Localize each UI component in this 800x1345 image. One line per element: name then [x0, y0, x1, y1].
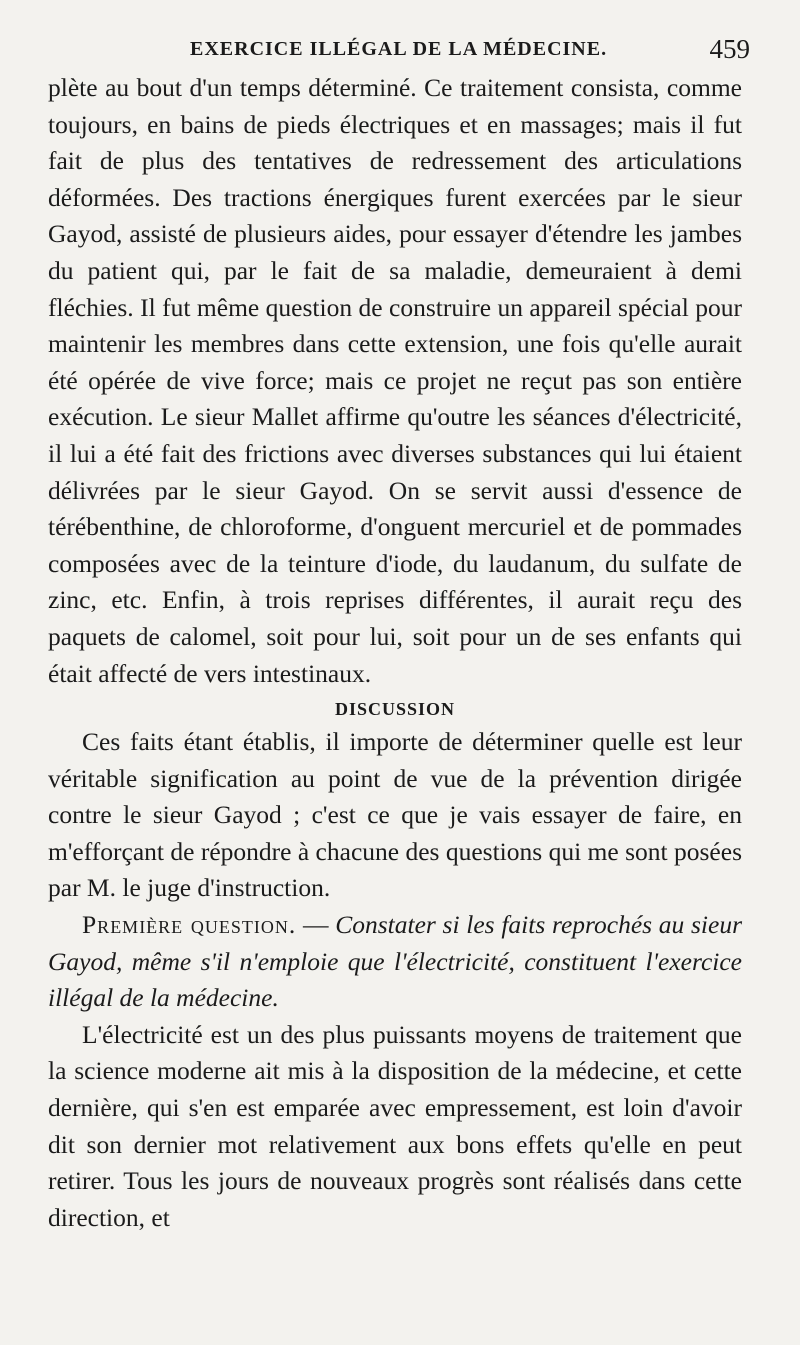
page-number: 459 — [709, 34, 750, 64]
question-text: Constater si les faits reprochés au sieur Gayod, même s'il n'emploie que l'électricité, constituent l'exercice illégal de la médecine. — [48, 910, 743, 1013]
question-paragraph — [48, 907, 742, 1017]
running-head: EXERCICE ILLÉGAL DE LA MÉDECINE. — [190, 38, 608, 60]
paragraph-1: plète au bout d'un temps déterminé. Ce traitement consista, comme toujours, en bains de pieds électriques et en massages; mais il fut fait de plus des tentatives de redressement des articulations déformées. Des tractions énergiques furent exercées par le sieur Gayod, assisté de plusieurs aides, pour essayer d'étendre les jambes du patient qui, par le fait de sa maladie, demeuraient à demi fléchies. Il fut même question de construire un appareil spécial pour maintenir les membres dans cette extension, une fois qu'elle aurait été opérée de vive force; mais ce projet ne reçut pas son entière exécution. Le sieur Mallet affirme qu'outre les séances d'électricité, il lui a été fait des frictions avec diverses substances qui lui étaient délivrées par le sieur Gayod. On se servit aussi d'essence de térébenthine, de chloroforme, d'onguent mercuriel et de pommades composées avec de la teinture d'iode, du laudanum, du sulfate de zinc, etc. Enfin, à trois reprises différentes, il aurait reçu des paquets de calomel, soit pour lui, soit pour un de ses enfants qui était affecté de vers intestinaux. — [48, 73, 742, 688]
page-header — [52, 34, 750, 70]
section-heading: DISCUSSION — [334, 699, 456, 720]
question-dash: — — [296, 910, 336, 940]
paragraph-2: Ces faits étant établis, il importe de déterminer quelle est leur véritable signification au point de vue de la prévention dirigée contre le sieur Gayod ; c'est ce que je vais essayer de faire, en m'efforçant de répondre à chacune des questions qui me sont posées par M. le juge d'instruction. — [48, 727, 742, 903]
question-label: Première question. — [82, 910, 297, 940]
body-text — [48, 70, 742, 1236]
paragraph-3: L'électricité est un des plus puissants moyens de traitement que la science moderne ait mis à la disposition de la médecine, et cette dernière, qui s'en est emparée avec empressement, est loin d'avoir dit son dernier mot relativement aux bons effets qu'elle en peut retirer. Tous les jours de nouveaux progrès sont réalisés dans cette direction, et — [48, 1019, 742, 1232]
